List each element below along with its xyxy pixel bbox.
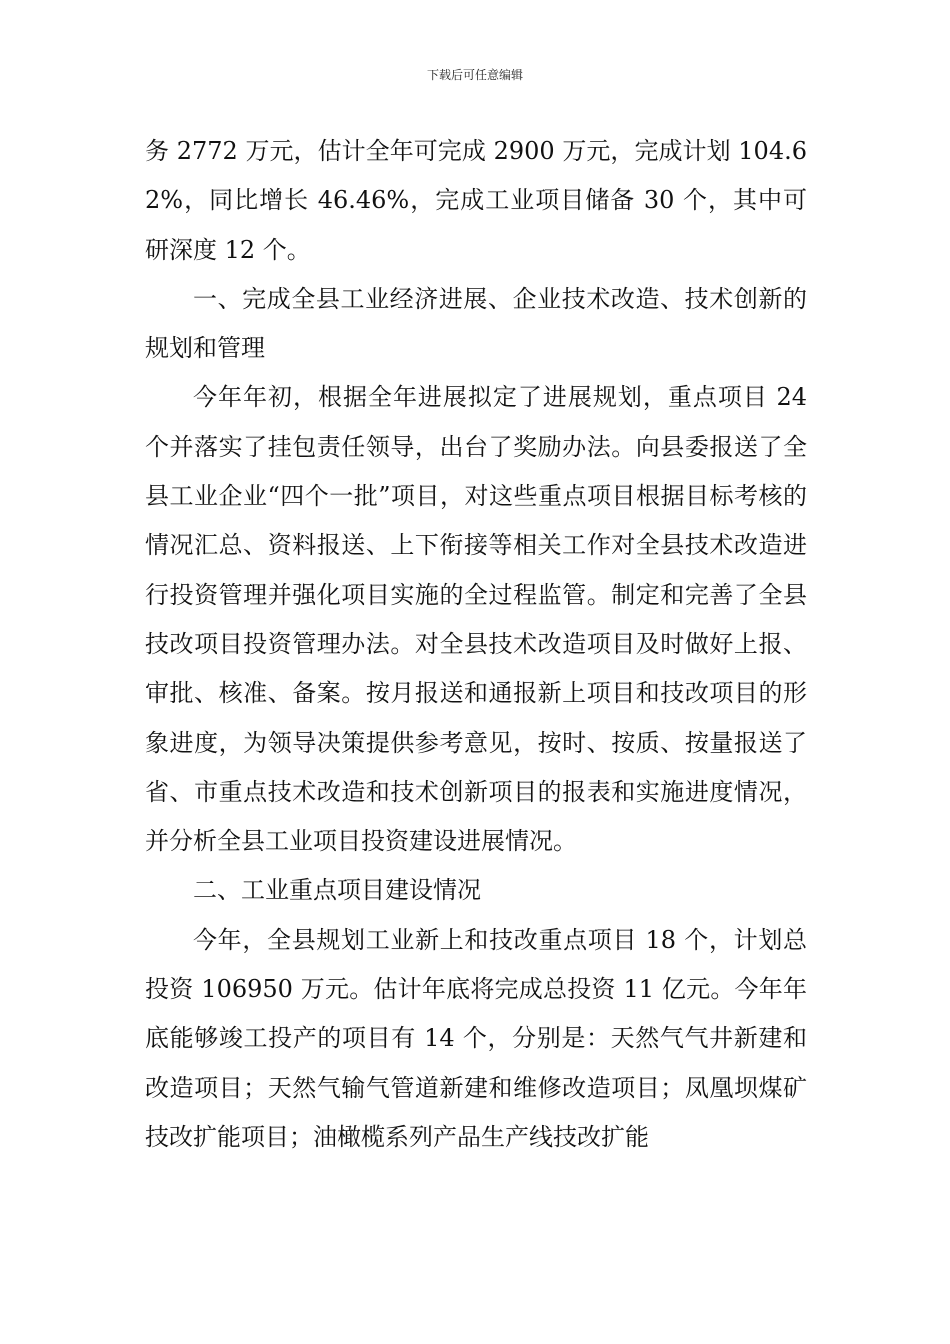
page-header-note: 下载后可任意编辑 bbox=[426, 68, 523, 82]
paragraph-planning: 今年年初，根据全年进展拟定了进展规划，重点项目 24 个并落实了挂包责任领导，出台了奖励办法。向县委报送了全县工业企业“四个一批”项目，对这些重点项目根据目标考核的情况汇总、资料报送、上下衔接等相关工作对全县技术改造进行投资管理并强化项目实施的全过程监管。制定和完善了全县技改项目投资管理办法。对全县技术改造项目及时做好上报、审批、核准、备案。按月报送和通报新上项目和技改项目的形象进度，为领导决策提供参考意见，按时、按质、按量报送了省、市重点技术改造和技术创新项目的报表和实施进度情况，并分析全县工业项目投资建设进展情况。 bbox=[145, 383, 807, 856]
section-heading-1: 一、完成全县工业经济进展、企业技术改造、技术创新的规划和管理 bbox=[145, 284, 807, 363]
document-body bbox=[145, 127, 807, 1162]
paragraph-key-projects: 今年，全县规划工业新上和技改重点项目 18 个，计划总投资 106950 万元。估计年底将完成总投资 11 亿元。今年年底能够竣工投产的项目有 14 个，分别是：天然气气井新建和改造项目；天然气输气管道新建和维修改造项目；凤凰坝煤矿技改扩能项目；油橄榄系列产品生产线技改扩能 bbox=[145, 925, 807, 1151]
section-heading-2: 二、工业重点项目建设情况 bbox=[193, 876, 481, 905]
paragraph-continuation: 务 2772 万元，估计全年可完成 2900 万元，完成计划 104.62%，同比增长 46.46%，完成工业项目储备 30 个，其中可研深度 12 个。 bbox=[145, 137, 807, 264]
